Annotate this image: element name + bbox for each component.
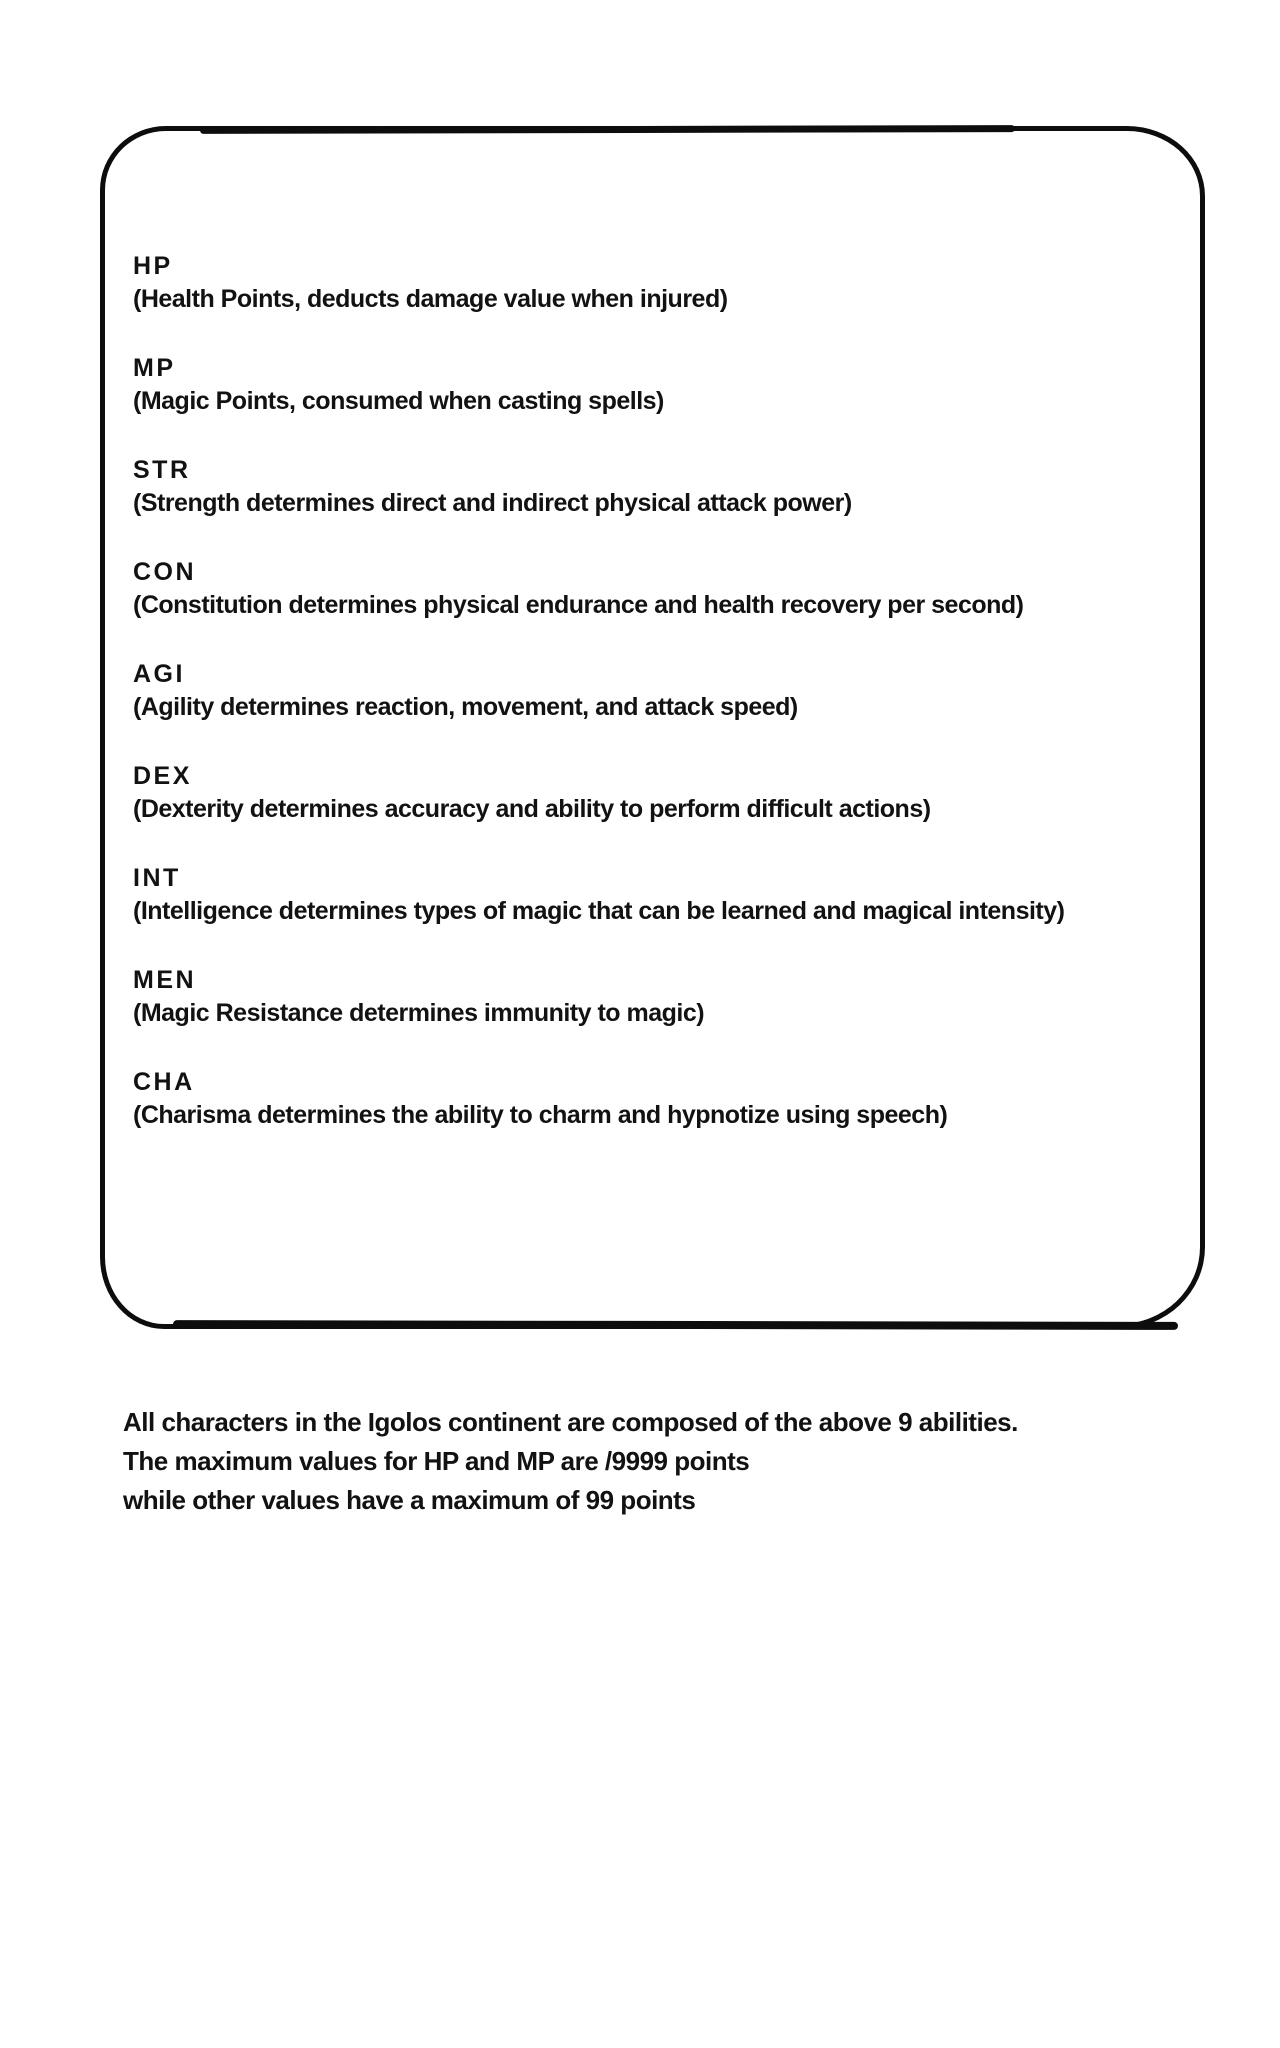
stat-entry-mp: [133, 353, 1182, 419]
stat-entry-con: [133, 557, 1182, 623]
stat-desc-con: (Constitution determines physical endurance and health recovery per second): [133, 591, 1024, 619]
stat-desc-str: (Strength determines direct and indirect physical attack power): [133, 489, 852, 517]
stat-abbr-cha: CHA: [133, 1068, 195, 1096]
stat-abbr-mp: MP: [133, 354, 176, 382]
stat-abbr-agi: AGI: [133, 660, 185, 688]
stat-abbr-con: CON: [133, 558, 197, 586]
stat-abbr-dex: DEX: [133, 762, 192, 790]
stat-entry-cha: [133, 1067, 1182, 1133]
caption-block: [123, 1403, 1223, 1520]
stat-entry-hp: [133, 251, 1182, 317]
stat-entry-str: [133, 455, 1182, 521]
stat-entry-men: [133, 965, 1182, 1031]
stat-desc-men: (Magic Resistance determines immunity to magic): [133, 999, 705, 1027]
panel-border-accent-top: [200, 125, 1015, 134]
stat-entry-agi: [133, 659, 1182, 725]
stat-desc-mp: (Magic Points, consumed when casting spells): [133, 387, 664, 415]
caption-line-other-max: while other values have a maximum of 99 points: [123, 1485, 696, 1515]
stat-desc-cha: (Charisma determines the ability to charm and hypnotize using speech): [133, 1101, 948, 1129]
stat-abbr-hp: HP: [133, 252, 173, 280]
stat-desc-dex: (Dexterity determines accuracy and ability to perform difficult actions): [133, 795, 931, 823]
stat-abbr-men: MEN: [133, 966, 197, 994]
stat-abbr-str: STR: [133, 456, 191, 484]
stat-desc-int: (Intelligence determines types of magic that can be learned and magical intensity): [133, 897, 1065, 925]
stat-desc-agi: (Agility determines reaction, movement, and attack speed): [133, 693, 798, 721]
stats-panel: [100, 126, 1205, 1329]
caption-line-abilities: All characters in the Igolos continent are composed of the above 9 abilities.: [123, 1407, 1018, 1437]
panel-border-accent-bottom: [173, 1320, 1178, 1330]
stat-entry-dex: [133, 761, 1182, 827]
stat-desc-hp: (Health Points, deducts damage value when injured): [133, 285, 728, 313]
caption-line-hp-mp-max: The maximum values for HP and MP are /9999 points: [123, 1446, 750, 1476]
stat-entry-int: [133, 863, 1182, 929]
stat-abbr-int: INT: [133, 864, 181, 892]
